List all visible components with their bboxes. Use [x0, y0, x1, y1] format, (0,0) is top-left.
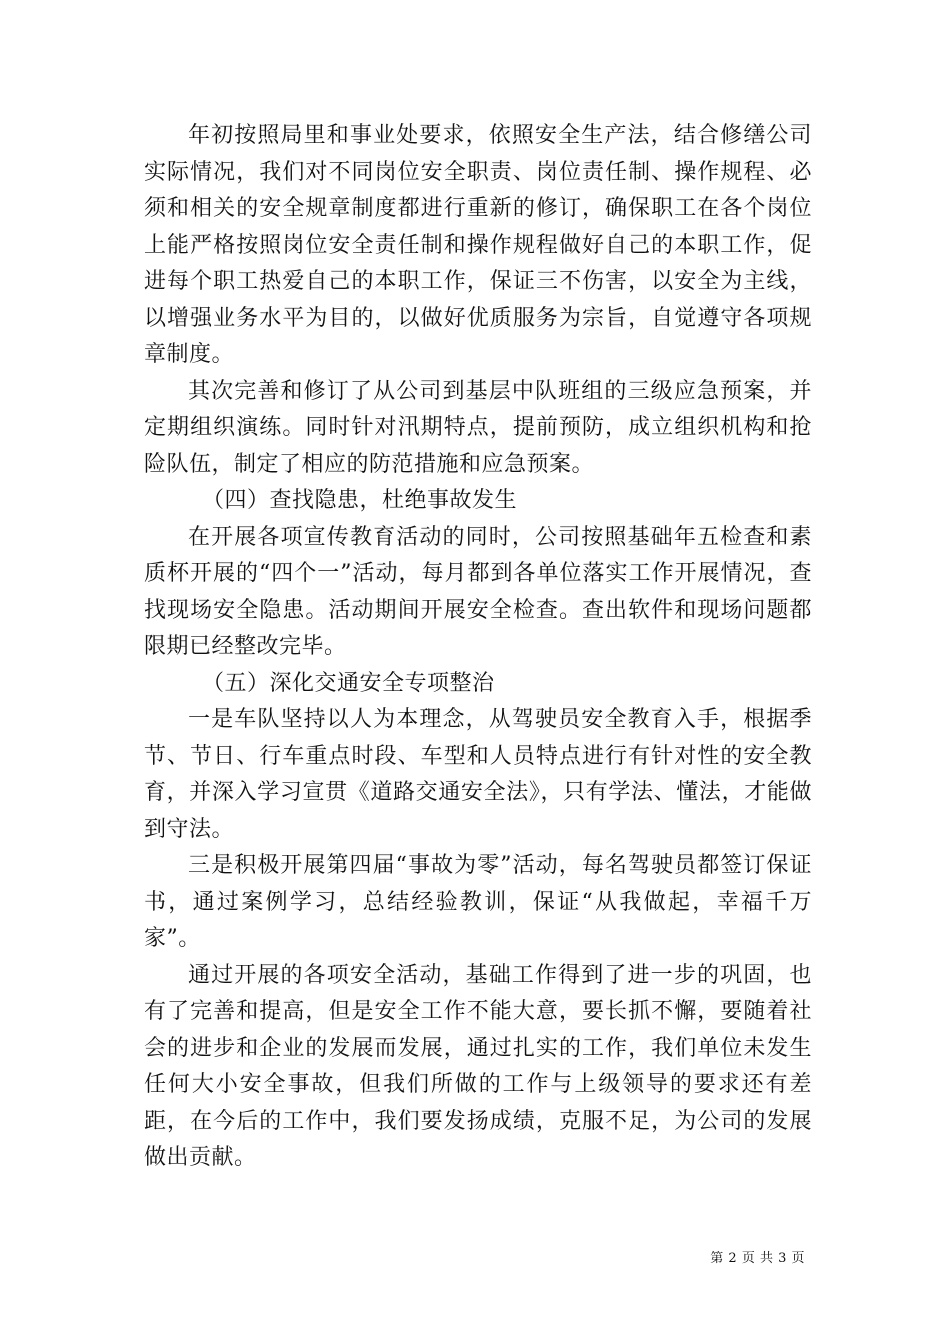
paragraph-zero-accident-campaign: 三是积极开展第四届“事故为零”活动，每名驾驶员都签订保证书，通过案例学习，总结经验教训，保证“从我做起，幸福千万家”。: [144, 853, 812, 951]
page-number-footer: 第 2 页 共 3 页: [710, 1251, 805, 1266]
section-heading-hazard-inspection: （四）查找隐患，杜绝事故发生: [202, 488, 518, 513]
document-body: [144, 118, 812, 1177]
paragraph-driver-education: 一是车队坚持以人为本理念，从驾驶员安全教育入手，根据季节、节日、行车重点时段、车型和人员特点进行有针对性的安全教育，并深入学习宣贯《道路交通安全法》，只有学法、懂法，才能做到守法。: [144, 707, 812, 842]
paragraph-emergency-plans: 其次完善和修订了从公司到基层中队班组的三级应急预案，并定期组织演练。同时针对汛期特点，提前预防，成立组织机构和抢险队伍，制定了相应的防范措施和应急预案。: [144, 378, 812, 477]
paragraph-conclusion: 通过开展的各项安全活动，基础工作得到了进一步的巩固，也有了完善和提高，但是安全工作不能大意，要长抓不懈，要随着社会的进步和企业的发展而发展，通过扎实的工作，我们单位未发生任何大小安全事故，但我们所做的工作与上级领导的要求还有差距，在今后的工作中，我们要发扬成绩，克服不足，为公司的发展做出贡献。: [144, 962, 812, 1170]
paragraph-hazard-inspection: 在开展各项宣传教育活动的同时，公司按照基础年五检查和素质杯开展的“四个一”活动，每月都到各单位落实工作开展情况，查找现场安全隐患。活动期间开展安全检查。查出软件和现场问题都限期已经整改完毕。: [144, 524, 812, 659]
paragraph-safety-rules-revision: 年初按照局里和事业处要求，依照安全生产法，结合修缮公司实际情况，我们对不同岗位安全职责、岗位责任制、操作规程、必须和相关的安全规章制度都进行重新的修订，确保职工在各个岗位上能严格按照岗位安全责任制和操作规程做好自己的本职工作，促进每个职工热爱自己的本职工作，保证三不伤害，以安全为主线，以增强业务水平为目的，以做好优质服务为宗旨，自觉遵守各项规章制度。: [144, 123, 812, 367]
section-heading-traffic-safety: （五）深化交通安全专项整治: [202, 670, 495, 696]
